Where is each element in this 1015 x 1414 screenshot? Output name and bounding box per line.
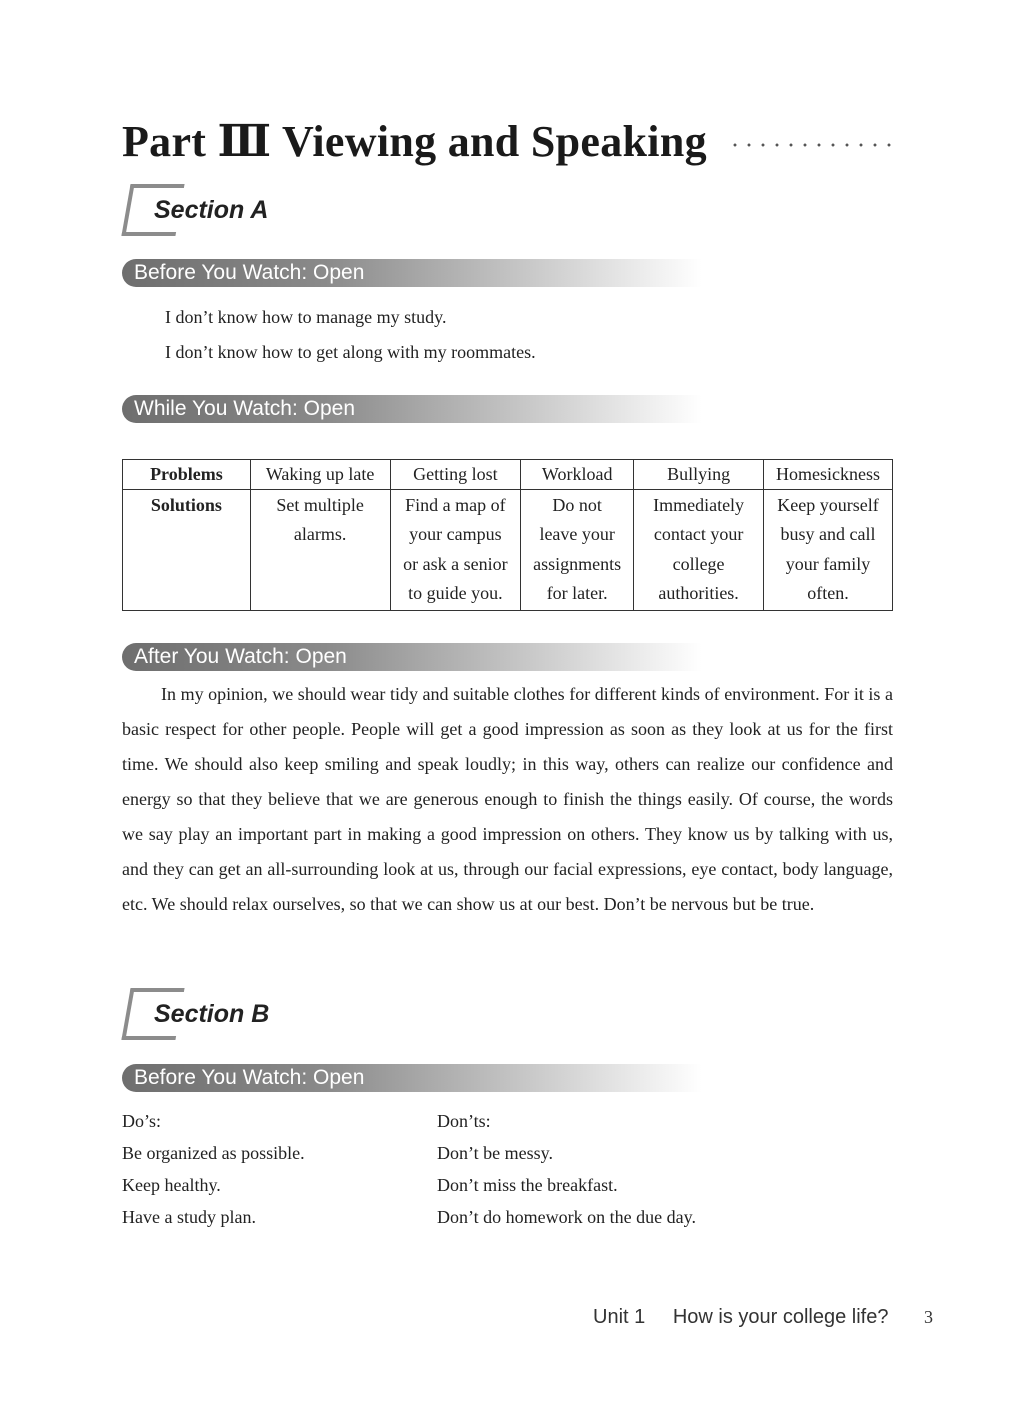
solution-cell xyxy=(250,490,390,611)
page-footer xyxy=(593,1306,933,1329)
solution-line: to guide you. xyxy=(408,583,503,604)
section-b-title: Section B xyxy=(154,1000,270,1028)
before-line-1: I don’t know how to manage my study. xyxy=(165,307,447,327)
donts-title: Don’ts: xyxy=(437,1111,491,1131)
section-a-title: Section A xyxy=(154,196,269,224)
after-you-watch-paragraph xyxy=(122,677,893,922)
dos-title: Do’s: xyxy=(122,1111,162,1131)
dos-column xyxy=(122,1105,305,1233)
solution-line: Do not xyxy=(552,495,602,515)
section-a-heading xyxy=(122,184,422,240)
solution-cell xyxy=(764,490,893,611)
do-item: Have a study plan. xyxy=(122,1207,256,1227)
while-you-watch-bar xyxy=(122,395,702,423)
table-row-problems xyxy=(123,460,893,490)
do-item: Be organized as possible. xyxy=(122,1143,305,1163)
solution-line: college xyxy=(672,553,725,574)
donts-column xyxy=(437,1105,696,1233)
page-number: 3 xyxy=(924,1307,934,1327)
solution-line: Find a map of xyxy=(405,495,506,515)
before-you-watch-bar-b xyxy=(122,1064,702,1092)
solution-line: often. xyxy=(807,583,849,604)
solution-line: authorities. xyxy=(658,583,739,604)
before-line-2: I don’t know how to get along with my roommates. xyxy=(165,342,536,362)
problem-cell: Homesickness xyxy=(764,460,893,490)
solution-line: or ask a senior xyxy=(403,553,508,574)
solution-line: alarms. xyxy=(293,524,347,545)
after-you-watch-bar xyxy=(122,643,702,671)
problems-header: Problems xyxy=(123,460,251,490)
solution-line: your family xyxy=(785,553,871,574)
solution-cell xyxy=(390,490,521,611)
dont-item: Don’t miss the breakfast. xyxy=(437,1175,618,1195)
solution-line: contact your xyxy=(653,524,744,545)
problem-cell: Getting lost xyxy=(390,460,521,490)
while-you-watch-label: While You Watch: Open xyxy=(134,397,356,420)
part-title: Part Ⅲ Viewing and Speaking xyxy=(122,117,707,166)
do-item: Keep healthy. xyxy=(122,1175,221,1195)
after-you-watch-label: After You Watch: Open xyxy=(134,645,347,668)
solution-cell xyxy=(634,490,764,611)
problems-solutions-table xyxy=(122,459,893,611)
solution-line: busy and call xyxy=(780,524,876,545)
before-you-watch-label-b: Before You Watch: Open xyxy=(134,1066,365,1089)
title-dotted-leader xyxy=(728,140,898,150)
paragraph-text: In my opinion, we should wear tidy and suitable clothes for different kinds of environment. For it is a basic respect for other people. People will get a good impression as soon as they look at us for the first time. We should also keep smiling and speak loudly; in this way, others can realize our confidence and energy so that they believe that we are generous enough to finish the things easily. Of course, the words we say play an important part in making a good impression on others. They know us by talking with us, and they can get an all-surrounding look at us, through our facial expressions, eye contact, body language, etc. We should relax ourselves, so that we can show us at our best. Don’t be nervous but be true. xyxy=(122,684,893,914)
solution-line: Immediately xyxy=(653,495,745,515)
solution-line: for later. xyxy=(546,583,608,604)
solution-line: Set multiple xyxy=(276,495,364,515)
solution-line: Keep yourself xyxy=(777,495,879,515)
problem-cell: Workload xyxy=(521,460,634,490)
dont-item: Don’t be messy. xyxy=(437,1143,553,1163)
problem-cell: Bullying xyxy=(634,460,764,490)
before-you-watch-bar-a xyxy=(122,259,702,287)
solution-line: assignments xyxy=(533,553,622,574)
before-you-watch-label-a: Before You Watch: Open xyxy=(134,261,365,284)
footer-title: How is your college life? xyxy=(672,1306,889,1328)
dont-item: Don’t do homework on the due day. xyxy=(437,1207,696,1227)
section-b-heading xyxy=(122,988,422,1044)
table-row-solutions xyxy=(123,490,893,611)
footer-unit: Unit 1 xyxy=(593,1306,646,1328)
solutions-header: Solutions xyxy=(123,490,251,611)
solution-cell xyxy=(521,490,634,611)
problem-cell: Waking up late xyxy=(250,460,390,490)
solution-line: your campus xyxy=(409,524,502,545)
solution-line: leave your xyxy=(539,524,615,545)
